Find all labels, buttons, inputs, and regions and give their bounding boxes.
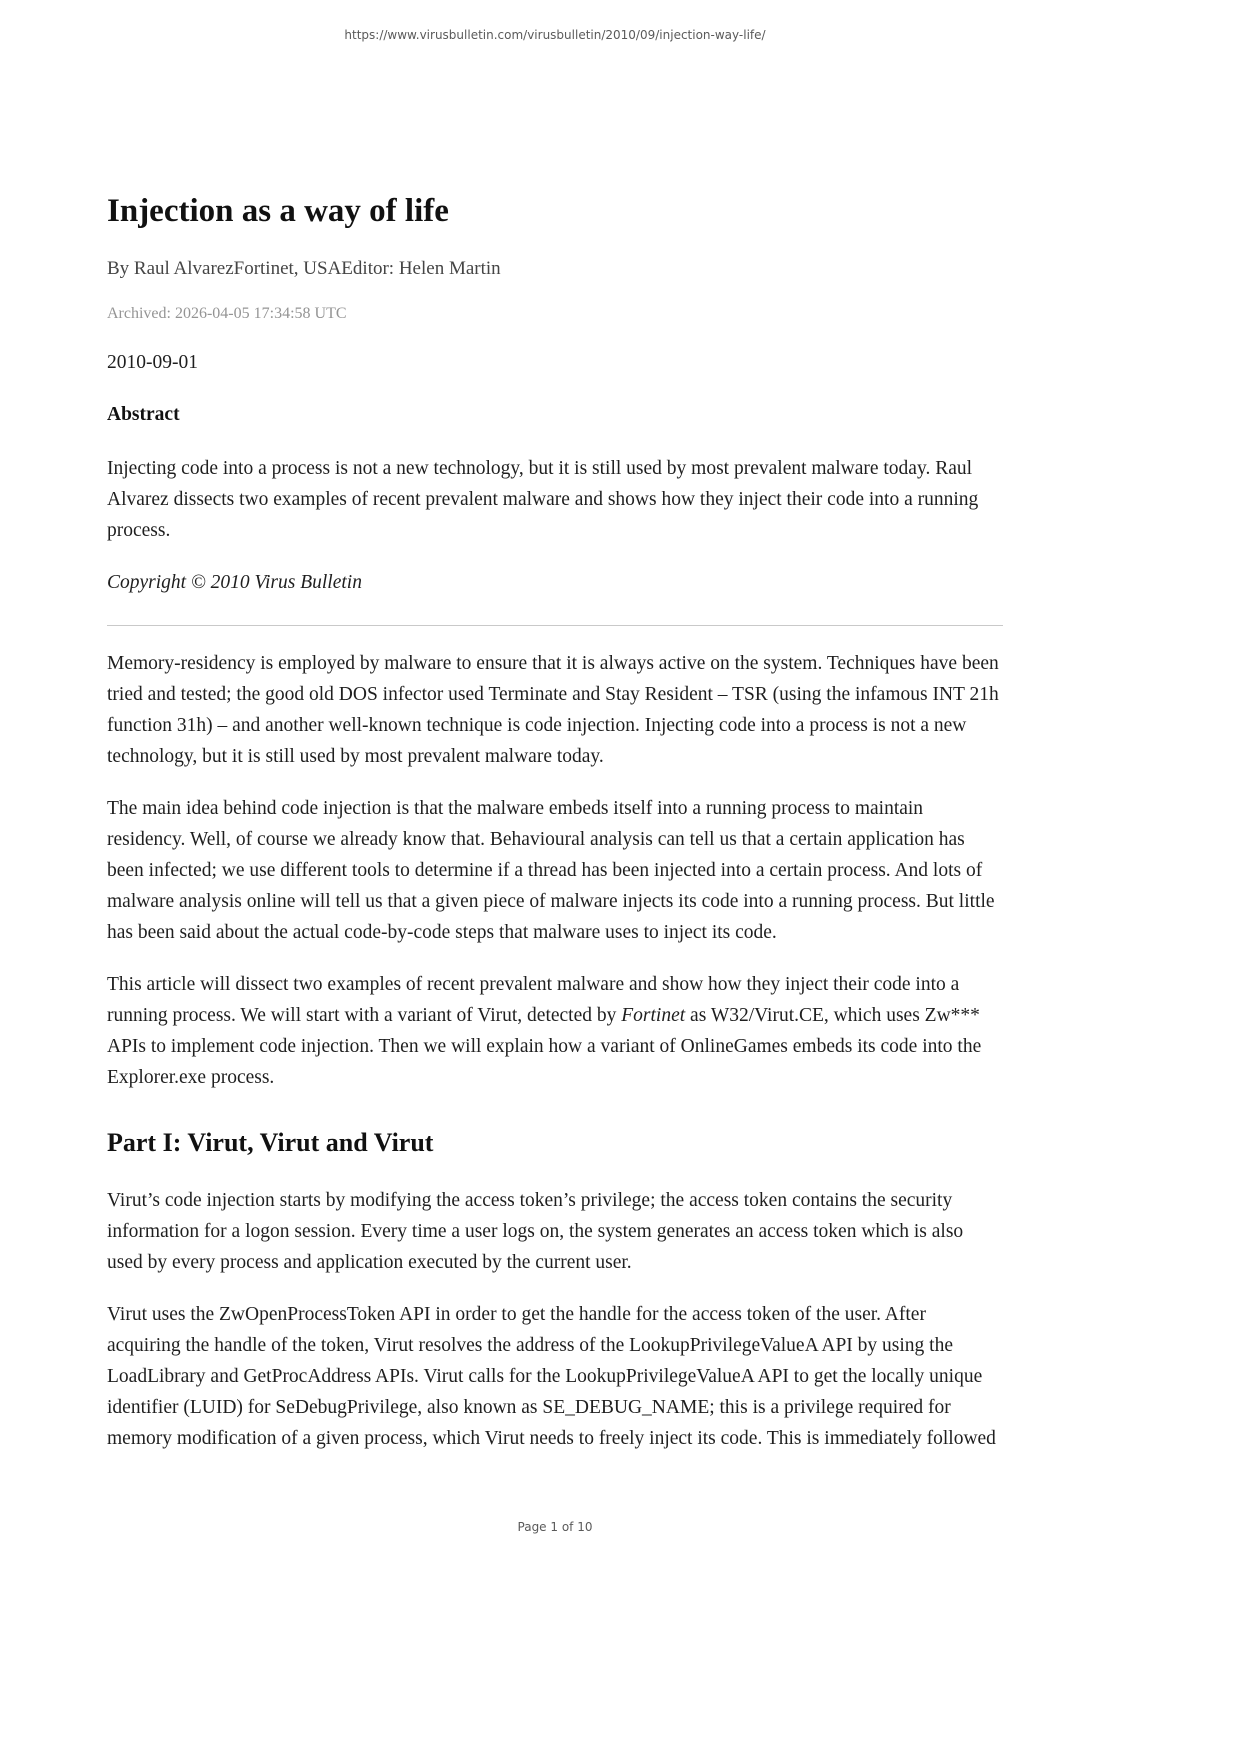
fortinet-emphasis: Fortinet (621, 1004, 686, 1026)
intro-paragraph-3-text: This article will dissect two examples of recent prevalent malware and show how they inject their code into a running process. We will start with a variant of Virut, detected by (107, 973, 960, 1026)
publication-date: 2010-09-01 (107, 351, 198, 373)
intro-paragraph-3 (107, 969, 1003, 1093)
page-number-footer: Page 1 of 10 (517, 1520, 593, 1534)
section-divider (107, 625, 1003, 626)
intro-paragraph-2: The main idea behind code injection is that the malware embeds itself into a running process to maintain residency. Well, of course we already know that. Behavioural analysis can tell us that a certain application has been infected; we use different tools to determine if a thread has been injected into a certain process. And lots of malware analysis online will tell us that a given piece of malware injects its code into a running process. But little has been said about the actual code-by-code steps that malware uses to inject its code. (107, 797, 995, 943)
document-page (107, 0, 1003, 1454)
intro-paragraph-1: Memory-residency is employed by malware to ensure that it is always active on the system. Techniques have been tried and tested; the good old DOS infector used Terminate and Stay Resident – TSR (using the infamous INT 21h function 31h) – and another well-known technique is code injection. Injecting code into a process is not a new technology, but it is still used by most prevalent malware today. (107, 652, 999, 767)
part1-paragraph-1: Virut’s code injection starts by modifying the access token’s privilege; the access token contains the security information for a logon session. Every time a user logs on, the system generates an access token which is also used by every process and application executed by the current user. (107, 1189, 964, 1273)
part1-heading: Part I: Virut, Virut and Virut (107, 1127, 434, 1157)
part1-paragraph-2: Virut uses the ZwOpenProcessToken API in order to get the handle for the access token of the user. After acquiring the handle of the token, Virut resolves the address of the LookupPrivilegeValueA API by using the LoadLibrary and GetProcAddress APIs. Virut calls for the LookupPrivilegeValueA API to get the locally unique identifier (LUID) for SeDebugPrivilege, also known as SE_DEBUG_NAME; this is a privilege required for memory modification of a given process, which Virut needs to freely inject its code. This is immediately followed (107, 1303, 996, 1449)
intro-paragraph-3-text-cont: as W32/Virut.CE, which uses Zw*** APIs to implement code injection. Then we will explain how a variant of OnlineGames embeds its code into the Explorer.exe process. (107, 1004, 982, 1088)
article-title: Injection as a way of life (107, 193, 449, 229)
abstract-heading: Abstract (107, 403, 180, 425)
article-byline: By Raul AlvarezFortinet, USAEditor: Helen Martin (107, 257, 501, 279)
print-header-url: https://www.virusbulletin.com/virusbulletin/2010/09/injection-way-life/ (344, 28, 766, 42)
archived-timestamp: Archived: 2026-04-05 17:34:58 UTC (107, 304, 347, 322)
copyright-notice: Copyright © 2010 Virus Bulletin (107, 571, 362, 593)
abstract-paragraph: Injecting code into a process is not a new technology, but it is still used by most prevalent malware today. Raul Alvarez dissects two examples of recent prevalent malware and shows how they inject their code into a running process. (107, 457, 979, 541)
